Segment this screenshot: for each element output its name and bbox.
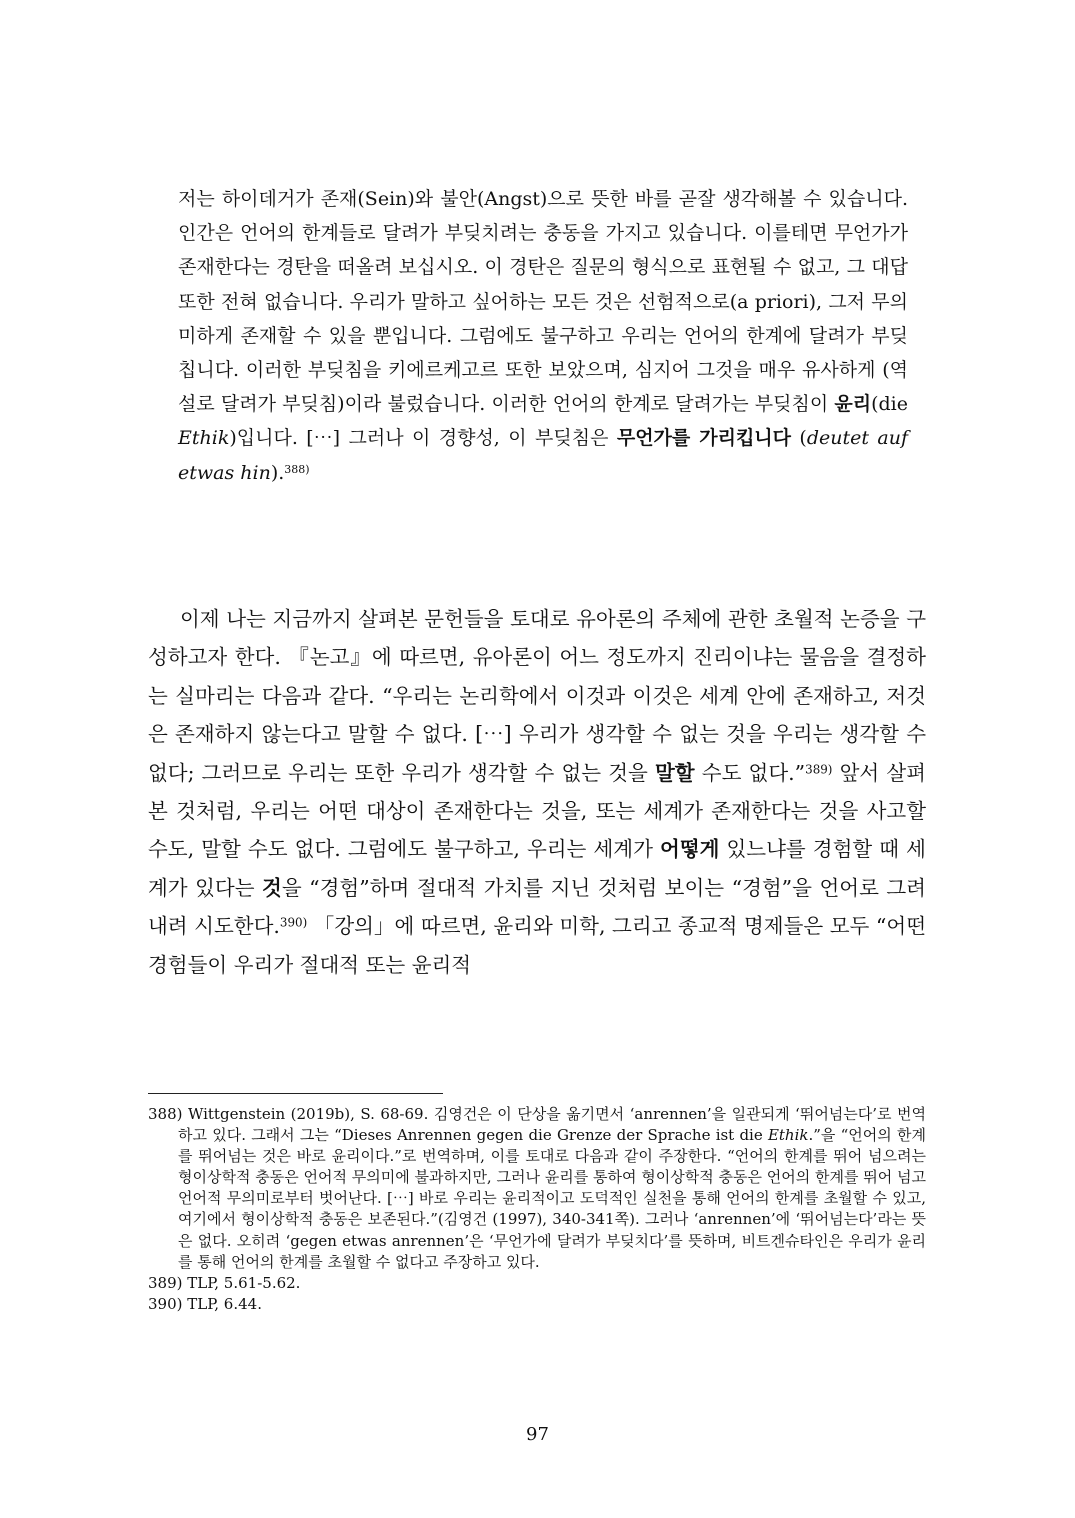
- quote-text: 저는 하이데거가 존재(Sein)와 불안(Angst)으로 뜻한 바를 곧잘 생각해볼 수 있습니다. 인간은 언어의 한계들로 달려가 부딪치려는 충동을 가지고 있습니다. 이를테면 무언가가 존재한다는 경탄을 떠올려 보십시오. 이 경탄은 질문의 형식으로 표현될 수 없고, 그 대답 또한 전혀 없습니다. 우리가 말하고 싶어하는 모든 것은 선험적으로(a priori), 그저 무의미하게 존재할 수 있을 뿐입니다. 그럼에도 불구하고 우리는 언어의 한계에 달려가 부딪칩니다. 이러한 부딪침을 키에르케고르 또한 보았으며, 심지어 그것을 매우 유사하게 (역설로 달려가 부딪침)이라 불렀습니다. 이러한 언어의 한계로 달려가는 부딪침이: [178, 188, 908, 416]
- body-text-run: 을 “경험”하며 절대적 가치를 지닌 것처럼 보이는 “경험”을 언어로 그려내려 시도한다.: [148, 875, 926, 939]
- body-paragraph: [148, 600, 926, 984]
- quote-text: (die: [871, 393, 908, 416]
- block-quote: [178, 182, 908, 490]
- quote-text: ).: [270, 461, 285, 484]
- body-text-run: 이제 나는 지금까지 살펴본 문헌들을 토대로 유아론의 주체에 관한 초월적 논증을 구성하고자 한다. 『논고』에 따르면, 유아론이 어느 정도까지 진리이냐는 물음을 결정하는 실마리는 다음과 같다. “우리는 논리학에서 이것과 이것은 세계 안에 존재하고, 저것은 존재하지 않는다고 말할 수 없다. [⋯] 우리가 생각할 수 없는 것을 우리는 생각할 수 없다; 그러므로 우리는 또한 우리가 생각할 수 없는 것을: [148, 607, 926, 785]
- quote-text: (: [791, 427, 807, 450]
- footnote-italic-ethik: Ethik: [767, 1126, 809, 1145]
- footnote-390: 390) TLP, 6.44.: [148, 1294, 262, 1313]
- footnote-389: 389) TLP, 5.61-5.62.: [148, 1273, 301, 1292]
- footnote-ref-388: 388): [284, 462, 310, 476]
- body-text-run: 있느냐를 경험할 때 세계가 있다는: [148, 837, 926, 900]
- footnote-ref-389: 389): [805, 762, 833, 777]
- footnote-text: 388) Wittgenstein (2019b), S. 68-69. 김영건은 이 단상을 옮기면서 ‘anrennen’을 일관되게 ‘뛰어넘는다’로 번역하고 있다. 그래서 그는 “Dieses Anrennen gegen die Grenze der Sprache ist die: [148, 1105, 926, 1145]
- quote-text: )입니다. [⋯] 그러나 이 경향성, 이 부딪침은: [229, 427, 617, 450]
- body-bold-how: 어떻게: [659, 837, 720, 862]
- footnote-ref-390: 390): [279, 915, 308, 930]
- body-bold-that: 것: [262, 875, 282, 900]
- page-number: 97: [526, 1424, 549, 1445]
- quote-paragraph: [178, 182, 908, 490]
- quote-bold-ethics: 윤리: [834, 393, 872, 416]
- body-bold-say: 말할: [655, 760, 695, 785]
- body-text: [148, 600, 926, 984]
- quote-bold-points: 무언가를 가리킵니다: [616, 427, 792, 450]
- body-text-run: 「강의」에 따르면, 윤리와 미학, 그리고 종교적 명제들은 모두 “어떤 경험들이 우리가 절대적 또는 윤리적: [148, 914, 927, 977]
- body-text-run: 앞서 살펴본 것처럼, 우리는 어떤 대상이 존재한다는 것을, 또는 세계가 존재한다는 것을 사고할 수도, 말할 수도 없다. 그럼에도 불구하고, 우리는 세계가: [148, 760, 926, 862]
- footnote-388: [148, 1104, 926, 1273]
- quote-italic-ethik: Ethik: [178, 427, 230, 450]
- quote-italic-deutet: deutet auf etwas hin: [178, 427, 909, 484]
- footnotes: [148, 1104, 926, 1315]
- body-text-run: 수도 없다.”: [694, 760, 806, 785]
- footnote-text: .”을 “언어의 한계를 뛰어넘는 것은 바로 윤리이다.”로 번역하며, 이를 토대로 다음과 같이 주장한다. “언어의 한계를 뛰어 넘으려는 형이상학적 충동은 언어적 무의미에 불과하지만, 그러나 윤리를 통하여 형이상학적 충동은 언어의 한계를 뛰어 넘고 언어적 무의미로부터 벗어난다. [⋯] 바로 우리는 윤리적이고 도덕적인 실천을 통해 언어의 한계를 초월할 수 있고, 여기에서 형이상학적 충동은 보존된다.”(김영건 (1997), 340-341쪽). 그러나 ‘anrennen’에 ‘뛰어넘는다’라는 뜻은 없다. 오히려 ‘gegen etwas anrennen’은 ‘무언가에 달려가 부딪치다’를 뜻하며, 비트겐슈타인은 우리가 윤리를 통해 언어의 한계를 초월할 수 없다고 주장하고 있다.: [178, 1126, 926, 1271]
- footnote-separator: [148, 1093, 443, 1094]
